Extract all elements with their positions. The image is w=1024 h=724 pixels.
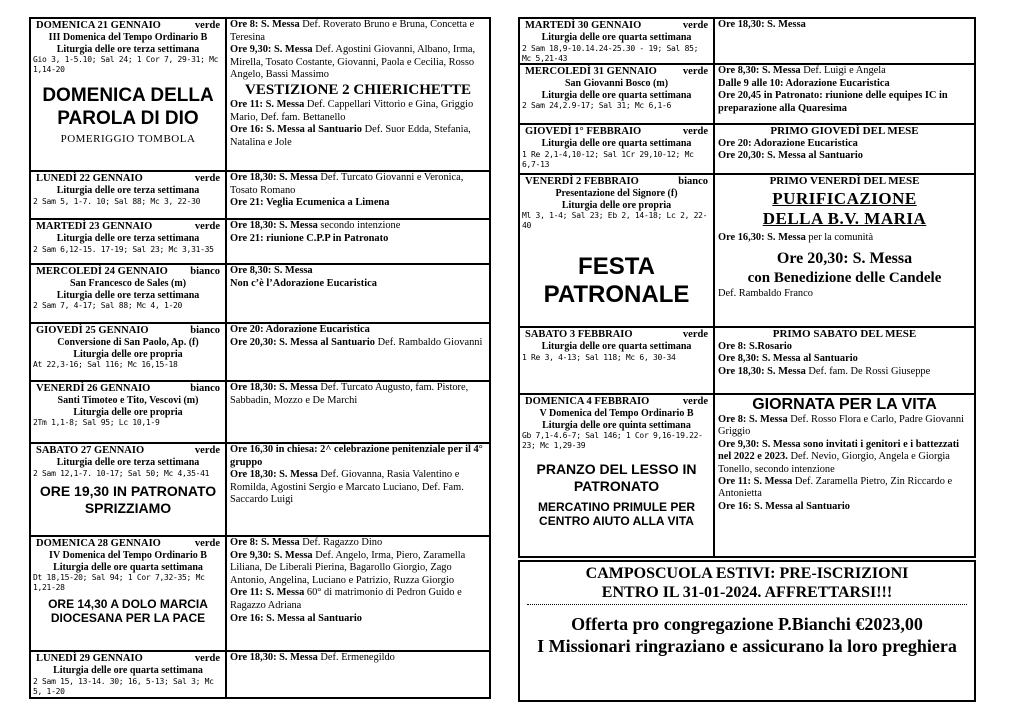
liturgical-color: bianco xyxy=(678,176,708,187)
mass-schedule xyxy=(715,65,974,123)
liturgy-cell xyxy=(520,175,715,326)
schedule-title: PRIMO VENERDÌ DEL MESE xyxy=(769,175,920,187)
event-title: ORE 14,30 A DOLO MARCIA DIOCESANA PER LA PACE xyxy=(48,597,208,625)
mass-schedule xyxy=(715,19,974,63)
mass-intention: Def. Suor Edda, Stefania, Natalina e Jole xyxy=(230,124,471,148)
readings: 2Tm 1,1-8; Sal 95; Lc 10,1-9 xyxy=(33,418,160,427)
mass-line xyxy=(230,337,486,350)
mass-schedule xyxy=(227,324,489,380)
mass-line xyxy=(230,324,486,337)
mass-time: Ore 8,30: S. Messa xyxy=(718,65,801,76)
mass-line xyxy=(718,65,971,78)
liturgy-week: Liturgia delle ore propria xyxy=(73,348,183,360)
day-header xyxy=(33,266,223,278)
mass-time: Ore 21: Veglia Ecumenica a Limena xyxy=(230,197,390,209)
mass-line xyxy=(718,353,971,366)
event-title: PRANZO DEL LESSO IN PATRONATO xyxy=(536,461,697,494)
day-name: LUNEDÌ 22 GENNAIO xyxy=(36,173,143,184)
mass-intention: Def. fam. De Rossi Giuseppe xyxy=(805,365,931,377)
mass-schedule xyxy=(227,537,489,650)
mass-intention: Def. Turcato Augusto, fam. Pistore, Sabbadin, Mozzo e De Marchi xyxy=(230,382,469,406)
liturgy-week: Liturgia delle ore quarta settimana xyxy=(541,138,692,149)
mass-time: Ore 9,30: S. Messa sono invitati i genitori e i battezzati nel 2022 e 2023. xyxy=(718,438,960,463)
notice-divider xyxy=(527,604,967,605)
day-header xyxy=(33,325,223,337)
day-name: GIOVEDÌ 25 GENNAIO xyxy=(36,325,149,336)
liturgy-week: Liturgia delle ore quarta settimana xyxy=(53,561,203,573)
mass-time: Ore 16,30 in chiesa: 2^ celebrazione penitenziale per il 4° gruppo xyxy=(230,444,483,468)
thanks-notice: I Missionari ringraziano e assicurano la loro preghiera xyxy=(537,636,957,656)
notice-box xyxy=(518,560,976,702)
mass-time: Ore 20,45 in Patronato: riunione delle equipes IC in preparazione alla Quaresima xyxy=(718,90,948,114)
mass-line xyxy=(230,124,486,149)
liturgy-week: Liturgia delle ore quarta settimana xyxy=(541,89,692,101)
day-block-left-1 xyxy=(29,170,491,220)
mass-time: Ore 8: S. Messa xyxy=(718,414,788,425)
mass-schedule xyxy=(227,172,489,218)
day-block-left-8 xyxy=(29,650,491,699)
feast-name: V Domenica del Tempo Ordinario B xyxy=(539,408,694,419)
mass-line xyxy=(718,501,971,513)
mass-schedule xyxy=(227,444,489,535)
mass-time: Ore 16: S. Messa al Santuario xyxy=(718,500,850,512)
day-header xyxy=(33,383,223,395)
schedule-big-title: PURIFICAZIONE DELLA B.V. MARIA xyxy=(762,188,927,228)
liturgy-cell xyxy=(520,125,715,173)
day-header xyxy=(522,329,711,341)
special-event: VESTIZIONE 2 CHIERICHETTE xyxy=(245,81,471,98)
mass-intention: Def. Roverato Bruno e Bruna, Concetta e Teresina xyxy=(230,19,475,43)
feast-name: Presentazione del Signore (f) xyxy=(555,188,678,199)
day-header xyxy=(33,221,223,233)
mass-schedule xyxy=(227,220,489,263)
day-name: SABATO 3 FEBBRAIO xyxy=(525,329,633,340)
mass-schedule xyxy=(715,328,974,393)
day-header xyxy=(33,445,223,457)
mass-intention: Def. Angelo, Irma, Piero, Zaramella Liliana, De Liberali Pierina, Bagarollo Giorgio, Zago Antonio, Angelina, Luciano e Patrizio, Ruzza Giorgio xyxy=(230,549,466,586)
mass-time: Ore 18,30: S. Messa xyxy=(230,382,318,393)
day-block-right-2 xyxy=(518,123,976,175)
day-block-right-3 xyxy=(518,173,976,328)
mass-time: Ore 18,30: S. Messa xyxy=(230,469,318,481)
mass-schedule xyxy=(715,125,974,173)
liturgy-cell xyxy=(520,395,715,556)
liturgy-cell xyxy=(31,220,227,263)
mass-line xyxy=(230,278,486,291)
mass-intention: 60° di matrimonio di Pedron Guido e Ragazzo Adriana xyxy=(230,587,462,611)
liturgy-cell xyxy=(31,537,227,650)
liturgy-cell xyxy=(31,382,227,442)
mass-time: Ore 9,30: S. Messa xyxy=(230,549,313,561)
day-header xyxy=(522,20,711,32)
mass-time: Ore 18,30: S. Messa xyxy=(230,652,318,663)
liturgical-color: verde xyxy=(194,173,220,184)
mass-intention: Def. Turcato Giovanni e Veronica, Tosato Romano xyxy=(230,172,464,196)
day-header xyxy=(522,126,711,138)
mass-time: Ore 8,30: S. Messa xyxy=(230,265,313,276)
liturgy-cell xyxy=(520,65,715,123)
day-block-left-7 xyxy=(29,535,491,652)
feast-name: San Giovanni Bosco (m) xyxy=(564,78,669,89)
day-block-left-3 xyxy=(29,263,491,324)
day-name: VENERDÌ 26 GENNAIO xyxy=(36,383,151,394)
mass-schedule xyxy=(227,382,489,442)
event-extra: POMERIGGIO TOMBOLA xyxy=(60,133,196,145)
feast-name: IV Domenica del Tempo Ordinario B xyxy=(49,550,207,561)
day-name: VENERDÌ 2 FEBBRAIO xyxy=(525,176,639,187)
mass-time: Ore 11: S. Messa xyxy=(718,476,793,488)
mass-time: Ore 18,30: S. Messa xyxy=(230,220,318,231)
schedule-title: PRIMO SABATO DEL MESE xyxy=(772,328,917,340)
liturgy-cell xyxy=(31,265,227,322)
liturgy-week: Liturgia delle ore quarta settimana xyxy=(541,341,692,352)
day-name: MERCOLEDÌ 24 GENNAIO xyxy=(36,266,168,277)
day-header xyxy=(522,176,711,188)
readings: 2 Sam 6,12-15. 17-19; Sal 23; Mc 3,31-35 xyxy=(33,244,214,254)
mass-line xyxy=(718,138,971,151)
mass-time: Ore 11: S. Messa xyxy=(230,98,305,110)
liturgy-week: Liturgia delle ore terza settimana xyxy=(56,457,200,468)
event-title-2: MERCATINO PRIMULE PER CENTRO AIUTO ALLA VITA xyxy=(537,500,696,528)
liturgy-cell xyxy=(31,172,227,218)
mass-intention: Def. Rambaldo Giovanni xyxy=(375,336,483,348)
mass-time: Ore 16,30: S. Messa xyxy=(718,231,806,243)
mass-schedule xyxy=(227,652,489,697)
offering-notice: Offerta pro congregazione P.Bianchi €2023,00 xyxy=(571,614,923,634)
day-name: MERCOLEDÌ 31 GENNAIO xyxy=(525,66,657,77)
liturgy-week: Liturgia delle ore terza settimana xyxy=(56,185,200,196)
mass-line xyxy=(230,197,486,210)
day-block-right-5 xyxy=(518,393,976,558)
liturgy-week: Liturgia delle ore terza settimana xyxy=(56,289,200,301)
mass-intention: Def. Giovanna, Rasia Valentino e Romilda, Agostini Sergio e Marcato Luciano, Def. Fam. Saccardo Luigi xyxy=(230,469,464,506)
mass-line xyxy=(718,78,971,91)
candle-blessing: con Benedizione delle Candele xyxy=(747,270,942,287)
mass-time: Ore 9,30: S. Messa xyxy=(230,44,313,56)
mass-time: Ore 8,30: S. Messa al Santuario xyxy=(718,353,858,365)
mass-intention: Def. Cappellari Vittorio e Gina, Griggio Mario, Def. fam. Bettanello xyxy=(230,98,474,123)
liturgical-color: verde xyxy=(194,221,220,232)
liturgical-color: bianco xyxy=(190,266,220,277)
mass-time: Ore 20,30: S. Messa al Santuario xyxy=(230,336,375,348)
liturgical-color: bianco xyxy=(190,383,220,394)
liturgical-color: verde xyxy=(682,396,708,407)
day-block-left-0 xyxy=(29,17,491,172)
readings: Gio 3, 1-5.10; Sal 24; 1 Cor 7, 29-31; Mc 1,14-20 xyxy=(33,55,219,74)
liturgy-week: Liturgia delle ore propria xyxy=(73,406,183,418)
liturgy-week: Liturgia delle ore quarta settimana xyxy=(53,665,203,676)
day-header xyxy=(33,538,223,550)
camp-notice: CAMPOSCUOLA ESTIVI: PRE-ISCRIZIONI ENTRO IL 31-01-2024. AFFRETTARSI!!! xyxy=(585,565,909,601)
mass-line xyxy=(230,550,486,588)
mass-schedule xyxy=(227,265,489,322)
mass-time: Ore 18,30: S. Messa xyxy=(718,365,806,377)
day-header xyxy=(33,653,223,665)
liturgy-cell xyxy=(520,19,715,63)
liturgical-color: bianco xyxy=(190,325,220,336)
feast-name: III Domenica del Tempo Ordinario B xyxy=(48,32,208,43)
day-block-right-4 xyxy=(518,326,976,395)
mass-time: Ore 20,30: S. Messa al Santuario xyxy=(718,150,863,162)
mass-line xyxy=(718,476,971,501)
mass-time: Ore 8: S.Rosario xyxy=(718,340,792,352)
mass-line xyxy=(230,587,486,612)
liturgical-color: verde xyxy=(682,126,708,137)
mass-schedule xyxy=(715,395,974,556)
day-block-right-0 xyxy=(518,17,976,65)
evening-mass: Ore 20,30: S. Messa xyxy=(776,250,913,268)
schedule-title: PRIMO GIOVEDÌ DEL MESE xyxy=(770,125,919,137)
readings: 2 Sam 15, 13-14. 30; 16, 5-13; Sal 3; Mc 5, 1-20 xyxy=(33,676,214,696)
mass-line xyxy=(230,220,486,233)
event-title: FESTA PATRONALE xyxy=(543,253,690,308)
liturgy-week: Liturgia delle ore propria xyxy=(561,199,672,211)
day-name: MARTEDÌ 23 GENNAIO xyxy=(36,221,153,232)
mass-intention: per la comunità xyxy=(805,231,874,243)
day-name: LUNEDÌ 29 GENNAIO xyxy=(36,653,143,664)
liturgical-color: verde xyxy=(194,538,220,549)
day-name: MARTEDÌ 30 GENNAIO xyxy=(525,20,642,31)
mass-line xyxy=(230,233,486,246)
mass-line xyxy=(230,265,486,278)
mass-intention: Def. Luigi e Angela xyxy=(800,65,886,76)
mass-time: Ore 8: S. Messa xyxy=(230,19,300,30)
mass-line xyxy=(718,232,971,245)
readings: Dt 18,15-20; Sal 94; 1 Cor 7,32-35; Mc 1,21-28 xyxy=(33,573,205,592)
liturgical-color: verde xyxy=(194,445,220,456)
mass-time: Ore 16: S. Messa al Santuario xyxy=(230,124,362,136)
readings: 1 Re 2,1-4,10-12; Sal 1Cr 29,10-12; Mc 6,7-13 xyxy=(522,149,694,169)
mass-line xyxy=(230,537,486,550)
liturgical-color: verde xyxy=(194,653,220,664)
readings: 2 Sam 24,2.9-17; Sal 31; Mc 6,1-6 xyxy=(522,101,672,110)
liturgy-cell xyxy=(31,19,227,170)
day-block-left-5 xyxy=(29,380,491,444)
feast-name: Santi Timoteo e Tito, Vescovi (m) xyxy=(57,395,199,406)
day-block-left-2 xyxy=(29,218,491,265)
mass-time: Ore 21: riunione C.P.P in Patronato xyxy=(230,232,389,244)
mass-line xyxy=(718,341,971,354)
mass-schedule xyxy=(715,175,974,326)
liturgical-color: verde xyxy=(682,329,708,340)
mass-time: Ore 16: S. Messa al Santuario xyxy=(230,612,362,624)
mass-line xyxy=(230,19,486,44)
day-header xyxy=(522,66,711,78)
feast-name: San Francesco de Sales (m) xyxy=(69,278,187,289)
liturgical-color: verde xyxy=(682,66,708,77)
mass-line xyxy=(230,172,486,197)
mass-line xyxy=(718,439,971,476)
mass-time: Non c’è l’Adorazione Eucaristica xyxy=(230,277,377,289)
feast-name: Conversione di San Paolo, Ap. (f) xyxy=(57,337,199,348)
liturgy-week: Liturgia delle ore terza settimana xyxy=(56,233,200,244)
mass-time: Ore 20: Adorazione Eucaristica xyxy=(230,324,370,335)
mass-schedule xyxy=(227,19,489,170)
mass-line xyxy=(718,90,971,115)
day-block-left-6 xyxy=(29,442,491,537)
liturgical-color: verde xyxy=(682,20,708,31)
liturgy-week: Liturgia delle ore terza settimana xyxy=(56,43,200,55)
schedule-big-title: GIORNATA PER LA VITA xyxy=(752,396,937,413)
liturgy-cell xyxy=(31,444,227,535)
mass-intention: Def. Ermenegildo xyxy=(317,652,395,663)
day-name: SABATO 27 GENNAIO xyxy=(36,445,145,456)
mass-intention: secondo intenzione xyxy=(317,220,401,231)
mass-intention: Def. Ragazzo Dino xyxy=(299,537,383,548)
readings: 2 Sam 5, 1-7. 10; Sal 88; Mc 3, 22-30 xyxy=(33,196,201,206)
mass-time: Dalle 9 alle 10: Adorazione Eucaristica xyxy=(718,77,890,89)
readings: Ml 3, 1-4; Sal 23; Eb 2, 14-18; Lc 2, 22-40 xyxy=(522,211,708,230)
day-header xyxy=(33,173,223,185)
event-title: ORE 19,30 IN PATRONATO SPRIZZIAMO xyxy=(39,482,217,516)
day-header xyxy=(522,396,711,408)
mass-time: Ore 8: S. Messa xyxy=(230,537,300,548)
liturgy-week: Liturgia delle ore quinta settimana xyxy=(542,419,691,431)
mass-time: Ore 18,30: S. Messa xyxy=(230,172,318,183)
mass-line xyxy=(718,366,971,379)
mass-line xyxy=(718,414,971,439)
day-name: DOMENICA 28 GENNAIO xyxy=(36,538,161,549)
liturgy-cell xyxy=(31,324,227,380)
day-header xyxy=(33,20,223,32)
mass-time: Ore 18,30: S. Messa xyxy=(718,19,806,30)
mass-intention: Def. Nevio, Giorgio, Angela e Giorgia Tonello, secondo intenzione xyxy=(718,451,950,475)
mass-line xyxy=(718,150,971,163)
liturgical-color: verde xyxy=(194,20,220,31)
mass-intention: Def. Rosso Flora e Carlo, Padre Giovanni Griggio xyxy=(718,414,964,438)
readings: 1 Re 3, 4-13; Sal 118; Mc 6, 30-34 xyxy=(522,352,676,362)
day-block-left-4 xyxy=(29,322,491,382)
readings: Gb 7,1-4.6-7; Sal 146; 1 Cor 9,16-19.22-23; Mc 1,29-39 xyxy=(522,431,703,450)
mass-line xyxy=(230,44,486,82)
mass-time: Ore 20: Adorazione Eucaristica xyxy=(718,137,858,149)
mass-line xyxy=(230,382,486,407)
day-name: DOMENICA 21 GENNAIO xyxy=(36,20,161,31)
readings: 2 Sam 7, 4-17; Sal 88; Mc 4, 1-20 xyxy=(33,301,183,310)
day-name: GIOVEDÌ 1° FEBBRAIO xyxy=(525,126,642,137)
mass-line xyxy=(718,19,971,32)
liturgy-week: Liturgia delle ore quarta settimana xyxy=(541,32,692,43)
mass-line xyxy=(230,652,486,665)
mass-line xyxy=(230,444,486,469)
mass-line xyxy=(230,469,486,507)
liturgy-cell xyxy=(520,328,715,393)
readings: 2 Sam 12,1-7. 10-17; Sal 50; Mc 4,35-41 xyxy=(33,468,210,478)
readings: At 22,3-16; Sal 116; Mc 16,15-18 xyxy=(33,360,178,369)
mass-intention: Def. Zaramella Pietro, Zin Riccardo e Antonietta xyxy=(718,476,953,500)
readings: 2 Sam 18,9-10.14.24-25.30 - 19; Sal 85; Mc 5,21-43 xyxy=(522,43,699,63)
liturgy-cell xyxy=(31,652,227,697)
day-name: DOMENICA 4 FEBBRAIO xyxy=(525,396,650,407)
mass-line xyxy=(230,99,486,124)
mass-line xyxy=(230,613,486,626)
day-block-right-1 xyxy=(518,63,976,125)
mass-time: Ore 11: S. Messa xyxy=(230,587,305,599)
mass-intention: Def. Agostini Giovanni, Albano, Irma, Mirella, Tosato Costante, Giovanni, Paola e Cecilia, Rosso Angelo, Bassi Massimo xyxy=(230,44,476,81)
event-title: DOMENICA DELLA PAROLA DI DIO xyxy=(42,85,214,129)
mass-intention-extra: Def. Rambaldo Franco xyxy=(718,288,813,300)
